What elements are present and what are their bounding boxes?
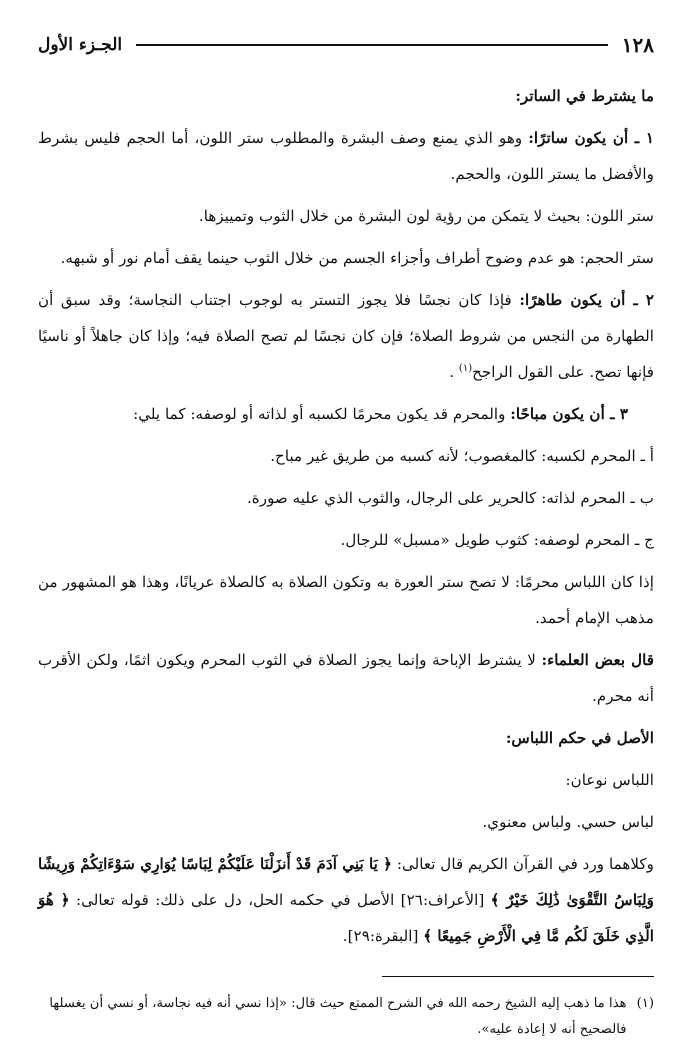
paragraph-size-cover: ستر الحجم: هو عدم وضوح أطراف وأجزاء الجسم من خلال الثوب حينما يقف أمام نور أو شبهه. (60, 249, 654, 267)
paragraph-color-cover: ستر اللون: بحيث لا يتمكن من رؤية لون البشرة من خلال الثوب وتمييزها. (198, 207, 654, 225)
paragraph-text: وهو الذي يمنع وصف البشرة والمطلوب ستر اللون، أما الحجم فليس بشرط والأفضل ما يستر اللون، والحجم. (38, 129, 654, 183)
paragraph-text: لا يشترط الإباحة وإنما يجوز الصلاة في الثوب المحرم ويكون اثمًا، ولكن الأقرب أنه محرم. (38, 651, 654, 705)
header-rule (136, 44, 608, 46)
paragraph-quran-evidence (38, 846, 654, 954)
list-item-earned: أ ـ المحرم لكسبه: كالمغصوب؛ لأنه كسبه من طريق غير مباح. (270, 447, 654, 465)
main-text (38, 78, 654, 954)
paragraph-text: وكلاهما ورد في القرآن الكريم قال تعالى: (392, 855, 654, 873)
list-item-itself: ب ـ المحرم لذاته: كالحرير على الرجال، والثوب الذي عليه صورة. (246, 489, 654, 507)
footnote-number: (١) (636, 996, 654, 1011)
section-heading-clothing-ruling: الأصل في حكم اللباس: (505, 729, 654, 747)
list-item-description: ج ـ المحرم لوصفه: كثوب طويل «مسبل» للرجال. (340, 531, 654, 549)
paragraph-text: . (449, 363, 459, 381)
footnote (38, 991, 654, 1043)
page-number: ١٢٨ (621, 33, 654, 57)
page-header (38, 28, 654, 62)
section-heading-cover-conditions: ما يشترط في الساتر: (515, 87, 654, 105)
paragraph-text: والمحرم قد يكون محرمًا لكسبه أو لذاته أو لوصفه: كما يلي: (133, 405, 511, 423)
opinion-label: قال بعض العلماء: (541, 651, 655, 669)
paragraph-condition-covering (38, 120, 654, 192)
running-title: الجـزء الأول (38, 35, 123, 55)
quran-verse: ﴿ هُوَ الَّذِي خَلَقَ لَكُم مَّا فِي الْأَرْضِ جَمِيعًا ﴾ (38, 891, 654, 945)
paragraph-forbidden-clothing: إذا كان اللباس محرمًا: لا تصح ستر العورة به وتكون الصلاة به كالصلاة عريانًا، وهذا هو المشهور من مذهب الإمام أحمد. (38, 573, 654, 627)
condition-label: ٣ ـ أن يكون مباحًا: (510, 405, 628, 423)
paragraph-text: فإذا كان نجسًا فلا يجوز التستر به لوجوب اجتناب النجاسة؛ وقد سبق أن الطهارة من النجس من شروط الصلاة؛ فإن كان نجسًا لم تصح الصلاة فيه؛ وإذا كان جاهلاً أو ناسيًا فإنها تصح. على القول الراجح (38, 291, 654, 381)
paragraph-text: [الأعراف:٢٦] الأصل في حكمه الحل، دل على ذلك: قوله تعالى: (69, 891, 491, 909)
footnotes (38, 991, 654, 1043)
paragraph-clothing-types: اللباس نوعان: (565, 771, 654, 789)
condition-label: ٢ ـ أن يكون طاهرًا: (519, 291, 655, 309)
quran-verse: ﴿ يَا بَنِي آدَمَ قَدْ أَنزَلْنَا عَلَيْكُمْ لِبَاسًا يُوَارِي سَوْءَاتِكُمْ وَرِيشًا وَلِبَاسُ التَّقْوَىٰ ذَٰلِكَ خَيْرٌ ﴾ (38, 855, 655, 909)
footnote-divider (382, 976, 654, 977)
paragraph-scholars-opinion (38, 642, 654, 714)
footnote-text: هذا ما ذهب إليه الشيخ رحمه الله في الشرح الممتع حيث قال: «إذا نسي أنه فيه نجاسة، أو نسي أن يغسلها فالصحيح أنه لا إعادة عليه». (49, 996, 627, 1037)
paragraph-sensory-moral: لباس حسي. ولباس معنوي. (482, 813, 654, 831)
paragraph-condition-purity (38, 282, 654, 390)
paragraph-text: [البقرة:٢٩]. (342, 927, 424, 945)
footnote-reference[interactable]: (١) (458, 362, 473, 374)
condition-label: ١ ـ أن يكون ساترًا: (528, 129, 655, 147)
paragraph-condition-permissible (38, 396, 654, 432)
